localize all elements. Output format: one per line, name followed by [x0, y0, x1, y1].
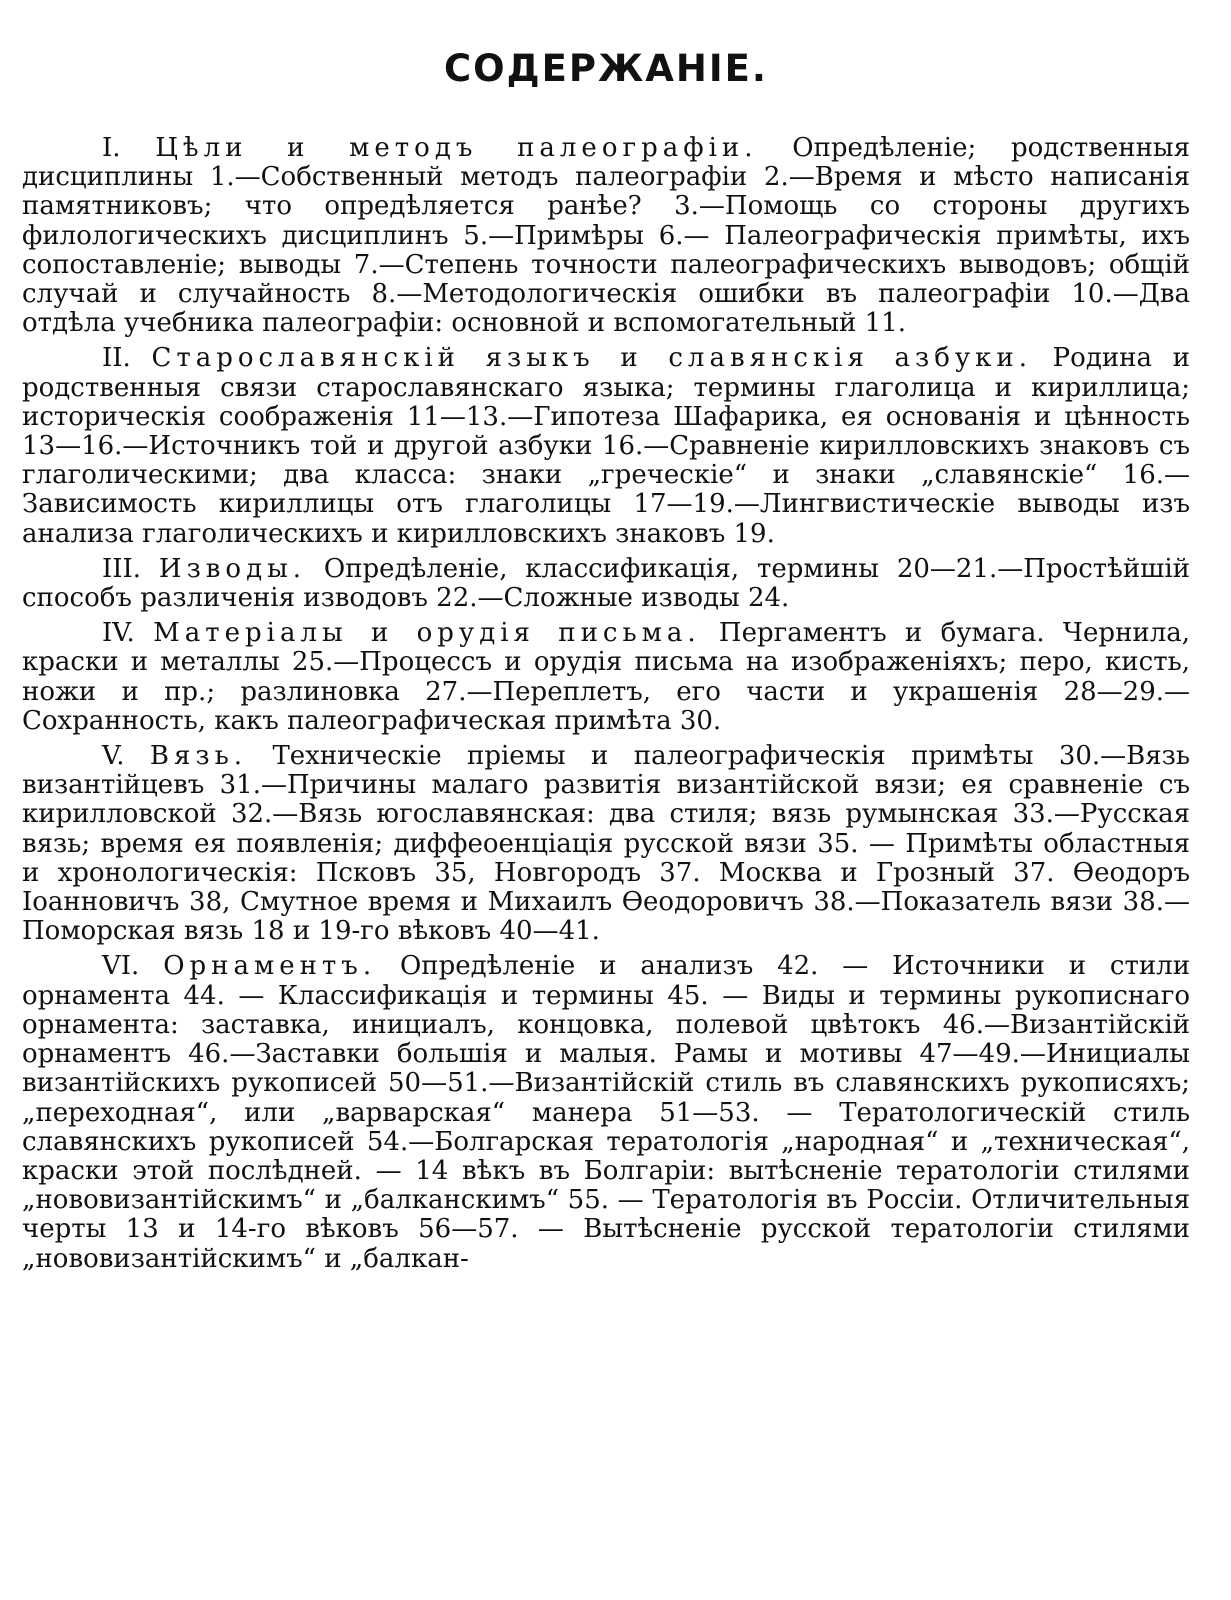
- section-heading: Вязь.: [149, 741, 248, 772]
- document-page: [22, 46, 1190, 1280]
- section-number: II.: [102, 343, 131, 374]
- section-1: [22, 134, 1190, 338]
- section-4: [22, 619, 1190, 736]
- section-text: Пергаментъ и бумага. Чернила, краски и металлы 25.—Процессъ и орудія письма на изображеніяхъ; перо, кисть, ножи и пр.; разлиновка 27.—Переплетъ, его части и украшенія 28—29.—Сохранность, какъ палеографическая примѣта 30.: [22, 618, 1191, 736]
- section-text: Опредѣленіе; родственныя дисциплины 1.—Собственный методъ палеографіи 2.—Время и мѣсто написанія памятниковъ; что опредѣляется ранѣе? 3.—Помощь со стороны другихъ филологическихъ дисциплинъ 5.—Примѣры 6.— Палеографическія примѣты, ихъ сопоставленіе; выводы 7.—Степень точности палеографическихъ выводовъ; общій случай и случайность 8.—Методологическія ошибки въ палеографіи 10.—Два отдѣла учебника палеографіи: основной и вспомогательный 11.: [22, 133, 1190, 339]
- section-number: III.: [102, 553, 142, 584]
- section-text: Опредѣленіе и анализъ 42. — Источники и стили орнамента 44. — Классификація и термины 45. — Виды и термины рукописнаго орнамента: заставка, инициалъ, концовка, полевой цвѣтокъ 46.—Византійскій орнаментъ 46.—Заставки большія и малыя. Рамы и мотивы 47—49.—Инициалы византійскихъ рукописей 50—51.—Византійскій стиль въ славянскихъ рукописяхъ; „переходная“, или „варварская“ манера 51—53. — Тератологическій стиль славянскихъ рукописей 54.—Болгарская тератологія „народная“ и „техническая“, краски этой послѣдней. — 14 вѣкъ въ Болгаріи: вытѣсненіе тератологіи стилями „нововизантійскимъ“ и „балканскимъ“ 55. — Тератологія въ Россіи. Отличительныя черты 13 и 14-го вѣковъ 56—57. — Вытѣсненіе русской тератологіи стилями „нововизантійскимъ“ и „балкан-: [22, 951, 1191, 1274]
- section-heading: Старославянскій языкъ и славянскія азбуки.: [151, 343, 1032, 374]
- section-heading: Изводы.: [158, 553, 307, 584]
- section-text: Опредѣленіе, классификація, термины 20—21.—Простѣйшій способъ различенія изводовъ 22.—Сложные изводы 24.: [22, 553, 1190, 614]
- section-number: I.: [102, 133, 121, 163]
- section-6: [22, 952, 1190, 1273]
- section-text: Родина и родственныя связи старославянскаго языка; термины глаголица и кириллица; историческія соображенія 11—13.—Гипотеза Шафарика, ея основанія и цѣнность 13—16.—Источникъ той и другой азбуки 16.—Сравненіе кирилловскихъ знаковъ съ глаголическими; два класса: знаки „греческіе“ и знаки „славянскіе“ 16.—Зависимость кириллицы отъ глаголицы 17—19.—Лингвистическіе выводы изъ анализа глаголическихъ и кирилловскихъ знаковъ 19.: [22, 343, 1190, 549]
- section-5: [22, 742, 1190, 946]
- section-text: Техническіе пріемы и палеографическія примѣты 30.—Вязь византійцевъ 31.—Причины малаго развитія византійской вязи; ея сравненіе съ кирилловской 32.—Вязь югославянская: два стиля; вязь румынская 33.—Русская вязь; время ея появленія; диффеоенціація русской вязи 35. — Примѣты областныя и хронологическія: Псковъ 35, Новгородъ 37. Москва и Грозный 37. Ѳеодоръ Іоанновичъ 38, Смутное время и Михаилъ Ѳеодоровичъ 38.—Показатель вязи 38.— Поморская вязь 18 и 19-го вѣковъ 40—41.: [22, 741, 1191, 947]
- section-2: [22, 344, 1190, 548]
- section-number: V.: [102, 741, 125, 772]
- section-3: [22, 555, 1190, 613]
- section-number: IV.: [102, 618, 135, 649]
- section-number: VI.: [102, 951, 140, 982]
- section-heading: Матеріалы и орудія письма.: [153, 618, 701, 649]
- section-heading: Орнаментъ.: [163, 951, 377, 982]
- section-heading: Цѣли и методъ палеографіи.: [155, 133, 758, 163]
- page-title: СОДЕРЖАНІЕ.: [444, 47, 768, 90]
